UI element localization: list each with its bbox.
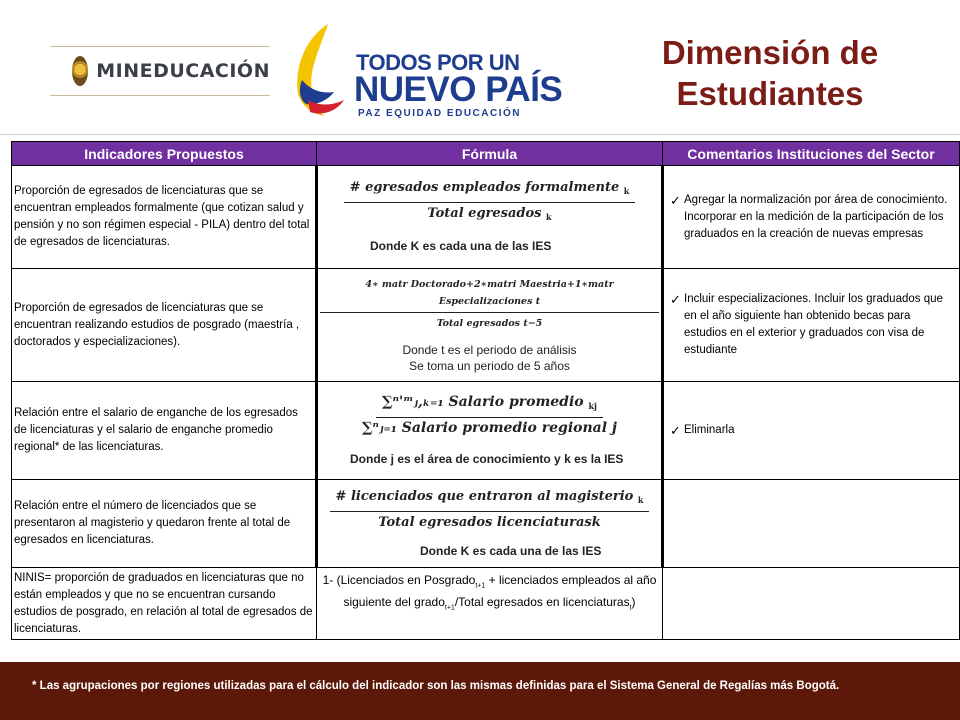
formula-text-part: )	[631, 595, 636, 610]
formula-numerator	[344, 179, 636, 203]
formula-fraction	[320, 276, 659, 332]
comment-cell	[663, 166, 960, 269]
numerator-subscript: k	[637, 494, 644, 505]
indicator-cell: Relación entre el salario de enganche de los egresados de licenciaturas y el salario de enganche promedio regional* de las licenciaturas.	[12, 382, 317, 480]
denominator-subscript: k	[546, 212, 552, 222]
formula-denominator	[320, 203, 659, 226]
page-title-line-2: Estudiantes	[676, 75, 864, 112]
comment-cell	[663, 269, 960, 382]
formula-text-part: + licenciados empleados al año siguiente del grado	[343, 573, 657, 610]
coat-of-arms-icon	[72, 56, 88, 86]
formula-denominator: Total egresados t−5	[436, 318, 543, 329]
formula-numerator	[376, 394, 603, 418]
table-row	[12, 382, 960, 480]
colombia-flag-swoosh-icon	[288, 20, 350, 118]
formula-note: Donde t es el periodo de análisis	[402, 343, 577, 357]
formula-fraction	[320, 179, 659, 226]
formula-cell	[317, 480, 663, 568]
table-header-row	[12, 142, 960, 166]
page-title	[620, 32, 920, 114]
header-divider	[0, 134, 960, 135]
campaign-line-1: TODOS POR UN	[356, 50, 520, 75]
formula-note: Se toma un periodo de 5 años	[409, 359, 570, 373]
header-formula: Fórmula	[317, 142, 663, 166]
formula-subscript: t	[629, 604, 632, 612]
numerator-subscript: k	[623, 186, 630, 196]
indicator-cell: Proporción de egresados de licenciaturas que se encuentran empleados formalmente (que cotizan salud y pensión y no son régimen especial - PILA) dentro del total de egresados de licenciaturas.	[12, 166, 317, 269]
formula-note: Donde K es cada una de las IES	[370, 239, 552, 253]
campaign-line-3: PAZ EQUIDAD EDUCACIÓN	[358, 108, 521, 119]
header-indicadores: Indicadores Propuestos	[12, 142, 317, 166]
formula-numerator: 4∗ matr Doctorado+2∗matri Maestria+1∗matr Especializaciones t	[320, 276, 659, 313]
numerator-text: # licenciados que entraron al magisterio	[335, 488, 634, 504]
formula-subscript: t+1	[475, 582, 486, 590]
formula-text-part: 1- (Licenciados en Posgrado	[322, 573, 476, 587]
table-row	[12, 568, 960, 640]
indicator-cell: Relación entre el número de licenciados que se presentaron al magisterio y quedaron frente al total de egresados en licenciaturas.	[12, 480, 317, 568]
formula-cell	[317, 568, 663, 640]
page-title-line-1: Dimensión de	[661, 34, 879, 71]
formula-note: Donde j es el área de conocimiento y k es la IES	[350, 451, 624, 466]
comment-text: Incluir especializaciones. Incluir los graduados que en el año siguiente han obtenido becas para estudios en el exterior y graduados con visa de estudiante	[684, 293, 943, 356]
comment-text: Eliminarla	[684, 424, 735, 436]
todos-por-un-nuevo-pais-logo	[288, 20, 563, 119]
denominator-text: Total egresados	[427, 206, 542, 221]
formula-text-part: /Total egresados en licenciaturas	[454, 595, 630, 610]
formula-fraction	[320, 394, 659, 437]
indicators-table	[11, 141, 960, 640]
footer-note: * Las agrupaciones por regiones utilizadas para el cálculo del indicador son las mismas definidas para el Sistema General de Regalías más Bogotá.	[32, 680, 840, 692]
header-comentarios: Comentarios Instituciones del Sector	[663, 142, 960, 166]
checkmark-icon: ✓	[670, 192, 681, 208]
formula-denominator: Total egresados licenciaturask	[378, 514, 601, 530]
campaign-line-2: NUEVO PAÍS	[354, 70, 563, 109]
formula-fraction	[320, 488, 659, 531]
mineducacion-logo	[50, 46, 270, 96]
formula-cell	[317, 269, 663, 382]
formula-denominator: ∑ⁿⱼ₌₁ Salario promedio regional j	[362, 419, 617, 436]
checkmark-icon: ✓	[670, 423, 681, 438]
table-row	[12, 269, 960, 382]
formula-subscript: t+1	[444, 604, 455, 612]
formula-cell	[317, 382, 663, 480]
table-row	[12, 166, 960, 269]
formula-note: Donde K es cada una de las IES	[420, 543, 602, 558]
formula-cell	[317, 166, 663, 269]
table-row	[12, 480, 960, 568]
comment-cell	[663, 480, 960, 568]
mineducacion-text: MINEDUCACIÓN	[96, 60, 270, 82]
comment-text: Agregar la normalización por área de conocimiento. Incorporar en la medición de la participación de los graduados en la creación de nuevas empresas	[684, 193, 948, 240]
comment-cell	[663, 568, 960, 640]
indicator-cell: Proporción de egresados de licenciaturas que se encuentran realizando estudios de posgrado (maestría , doctorados y especializaciones).	[12, 269, 317, 382]
numerator-text: ∑ⁿ'ᵐⱼ,ₖ₌₁ Salario promedio	[382, 393, 584, 410]
comment-item	[670, 422, 955, 439]
numerator-text: # egresados empleados formalmente	[349, 180, 620, 195]
numerator-subscript: kj	[588, 400, 597, 411]
comment-cell	[663, 382, 960, 480]
formula-numerator	[330, 488, 650, 512]
comment-item	[670, 192, 955, 243]
comment-item	[670, 291, 955, 359]
indicator-cell: NINIS= proporción de graduados en licenciaturas que no están empleados y que no se encuentran cursando estudios de posgrado, en relación al total de egresados de licenciaturas.	[12, 568, 317, 640]
checkmark-icon: ✓	[670, 292, 681, 307]
